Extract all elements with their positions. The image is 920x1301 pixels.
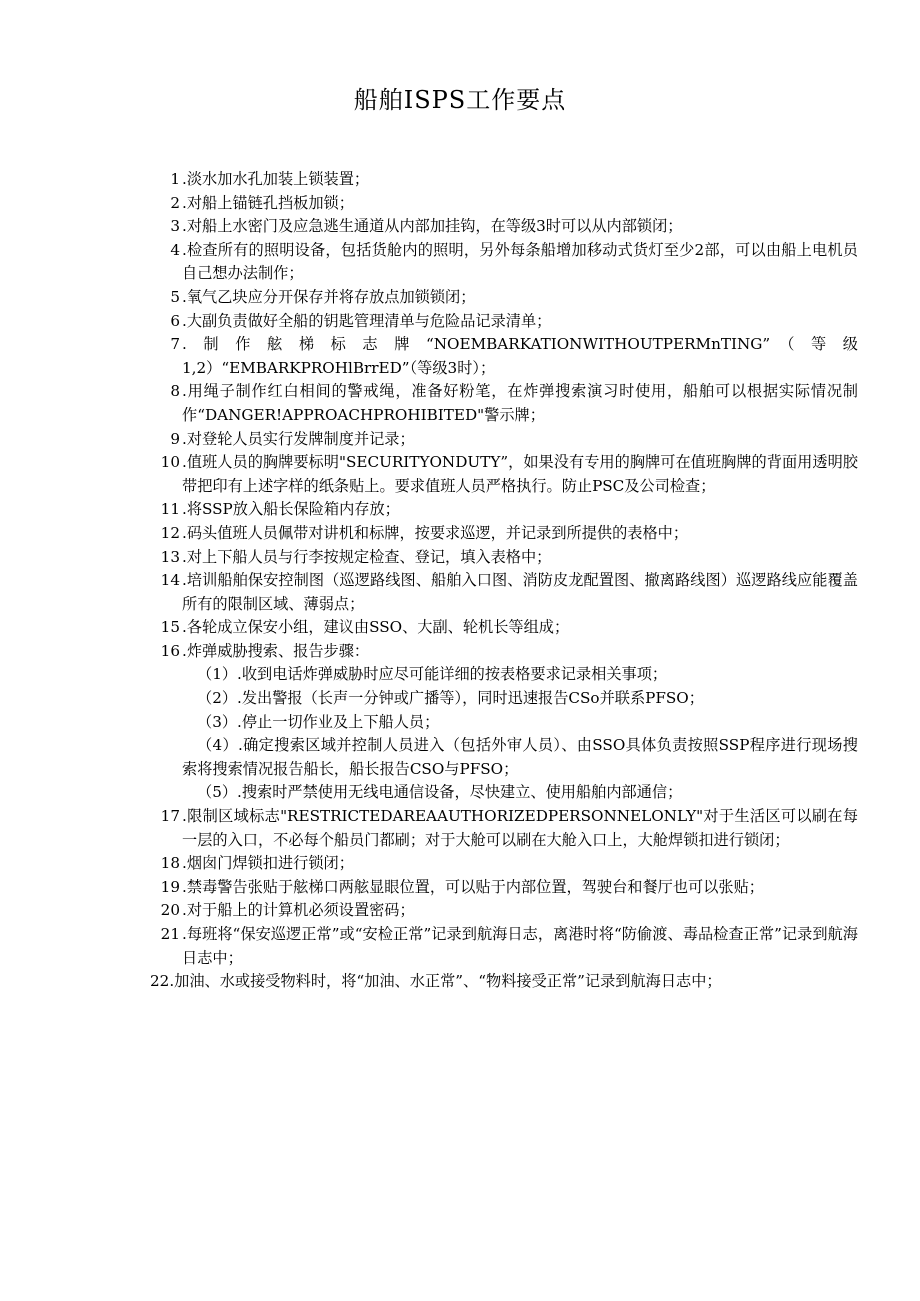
item-number: 7 xyxy=(170,335,180,354)
list-item xyxy=(150,428,858,452)
item-text: .检查所有的照明设备，包括货舱内的照明，另外每条船增加移动式货灯至少2部，可以由船上电机员自己想办法制作； xyxy=(182,240,858,283)
item-text: .大副负责做好全船的钥匙管理清单与危险品记录清单； xyxy=(182,311,552,330)
sub-item-number: （4） xyxy=(197,736,239,755)
item-number: 3 xyxy=(170,217,180,236)
list-item xyxy=(150,640,858,664)
item-text: .制作舷梯标志牌“NOEMBARKATIONWITHOUTPERMnTING”（等级1,2）“EMBARKPROHlBrrED”（等级3时）； xyxy=(182,335,858,377)
item-number: 2 xyxy=(170,193,180,212)
list-item xyxy=(150,546,858,570)
item-text: .对登轮人员实行发牌制度并记录； xyxy=(182,429,415,448)
list-item xyxy=(150,451,858,498)
list-item xyxy=(122,970,858,994)
page-title: 船舶ISPS工作要点 xyxy=(353,86,567,114)
sub-item-text: .停止一切作业及上下船人员； xyxy=(237,712,440,731)
sub-item-number: （5） xyxy=(197,783,238,802)
item-text: .限制区域标志"RESTRICTEDAREAAUTHORIZEDPERSONNELONLY"对于生活区可以刷在每一层的入口，不必每个船员门都刷；对于大舱可以刷在大舱入口上，大舱焊锁扣进行锁闭； xyxy=(182,807,858,849)
item-number: 21 xyxy=(160,925,180,943)
item-text: .值班人员的胸牌要标明"SECURITYONDUTY”，如果没有专用的胸牌可在值班胸牌的背面用透明胶带把印有上述字样的纸条贴上。要求值班人员严格执行。防止PSC及公司检查； xyxy=(182,453,858,495)
sub-item xyxy=(150,734,858,781)
item-number: 10 xyxy=(160,453,180,472)
list-item xyxy=(150,569,858,616)
list-item xyxy=(150,616,858,640)
list-item xyxy=(150,168,858,192)
list-item xyxy=(150,498,858,522)
document-body xyxy=(150,168,858,994)
sub-item-number: （3） xyxy=(197,712,238,731)
item-number: 1 xyxy=(170,170,180,188)
item-number: 15 xyxy=(160,618,180,637)
item-number: 12 xyxy=(160,523,180,542)
item-text: .对于船上的计算机必须设置密码； xyxy=(182,901,415,920)
list-item xyxy=(150,876,858,900)
item-text: .各轮成立保安小组，建议由SSO、大副、轮机长等组成； xyxy=(182,618,570,637)
item-number: 13 xyxy=(160,547,180,566)
item-number: 11 xyxy=(160,500,180,519)
item-text: .淡水加水孔加装上锁装置； xyxy=(182,170,370,188)
item-number: 19 xyxy=(160,877,180,896)
sub-item-number: （2） xyxy=(197,689,238,708)
list-item xyxy=(150,192,858,216)
sub-item-text: .发出警报（长声一分钟或广播等），同时迅速报告CSo并联系PFSO； xyxy=(237,689,704,708)
item-text: .将SSP放入船长保险箱内存放； xyxy=(182,500,400,519)
item-number: 18 xyxy=(160,854,180,873)
list-item xyxy=(150,899,858,923)
list-item xyxy=(150,522,858,546)
item-text: .禁毒警告张贴于舷梯口两舷显眼位置，可以贴于内部位置，驾驶台和餐厅也可以张贴； xyxy=(182,877,764,896)
item-number: 17 xyxy=(160,807,180,826)
list-item xyxy=(150,310,858,334)
item-text: .对船上锚链孔挡板加锁； xyxy=(182,193,354,212)
list-item xyxy=(150,923,858,970)
list-item xyxy=(150,239,858,286)
sub-item xyxy=(150,781,858,805)
item-text: .氧气乙块应分开保存并将存放点加锁锁闭； xyxy=(182,287,476,306)
item-text: .用绳子制作红白相间的警戒绳，准备好粉笔，在炸弹搜索演习时使用，船舶可以根据实际情况制作“DANGER!APPROACHPROHIBITED"警示牌； xyxy=(182,382,858,424)
item-text: .烟囱门焊锁扣进行锁闭； xyxy=(182,854,354,873)
list-item xyxy=(150,805,858,852)
item-number: 5 xyxy=(170,287,180,306)
sub-item xyxy=(150,687,858,711)
item-number: 9 xyxy=(170,429,180,448)
item-number: 22 xyxy=(150,972,170,991)
sub-item-text: .确定搜索区域并控制人员进入（包括外审人员）、由SSO具体负责按照SSP程序进行现场搜索将搜索情况报告船长，船长报告CSO与PFSO； xyxy=(182,736,858,778)
list-item xyxy=(150,286,858,310)
item-number: 20 xyxy=(160,901,180,920)
item-text: .对船上水密门及应急逃生通道从内部加挂钩，在等级3时可以从内部锁闭； xyxy=(182,217,683,236)
item-text: .码头值班人员佩带对讲机和标牌，按要求巡逻，并记录到所提供的表格中； xyxy=(182,523,689,542)
list-item xyxy=(150,852,858,876)
sub-item xyxy=(150,663,858,687)
item-text: .对上下船人员与行李按规定检查、登记，填入表格中； xyxy=(182,547,552,566)
sub-item xyxy=(150,711,858,735)
list-item xyxy=(150,215,858,239)
item-text: .加油、水或接受物料时，将“加油、水正常”、“物料接受正常”记录到航海日志中； xyxy=(169,972,722,991)
sub-item-text: .收到电话炸弹威胁时应尽可能详细的按表格要求记录相关事项； xyxy=(237,665,668,684)
item-number: 16 xyxy=(160,641,180,660)
list-item xyxy=(150,333,858,380)
sub-item-number: （1） xyxy=(197,665,238,684)
item-number: 14 xyxy=(160,571,180,590)
item-number: 8 xyxy=(170,382,180,401)
item-text: .每班将“保安巡逻正常”或“安检正常”记录到航海日志，离港时将“防偷渡、毒品检查正常”记录到航海日志中； xyxy=(182,925,858,967)
item-number: 4 xyxy=(170,240,180,259)
item-number: 6 xyxy=(170,311,180,330)
item-text: .培训船舶保安控制图（巡逻路线图、船舶入口图、消防皮龙配置图、撤离路线图）巡逻路线应能覆盖所有的限制区域、薄弱点； xyxy=(182,571,858,613)
item-text: .炸弹威胁搜索、报告步骤： xyxy=(182,641,370,660)
list-item xyxy=(150,380,858,427)
sub-item-text: .搜索时严禁使用无线电通信设备，尽快建立、使用船舶内部通信； xyxy=(237,783,683,802)
